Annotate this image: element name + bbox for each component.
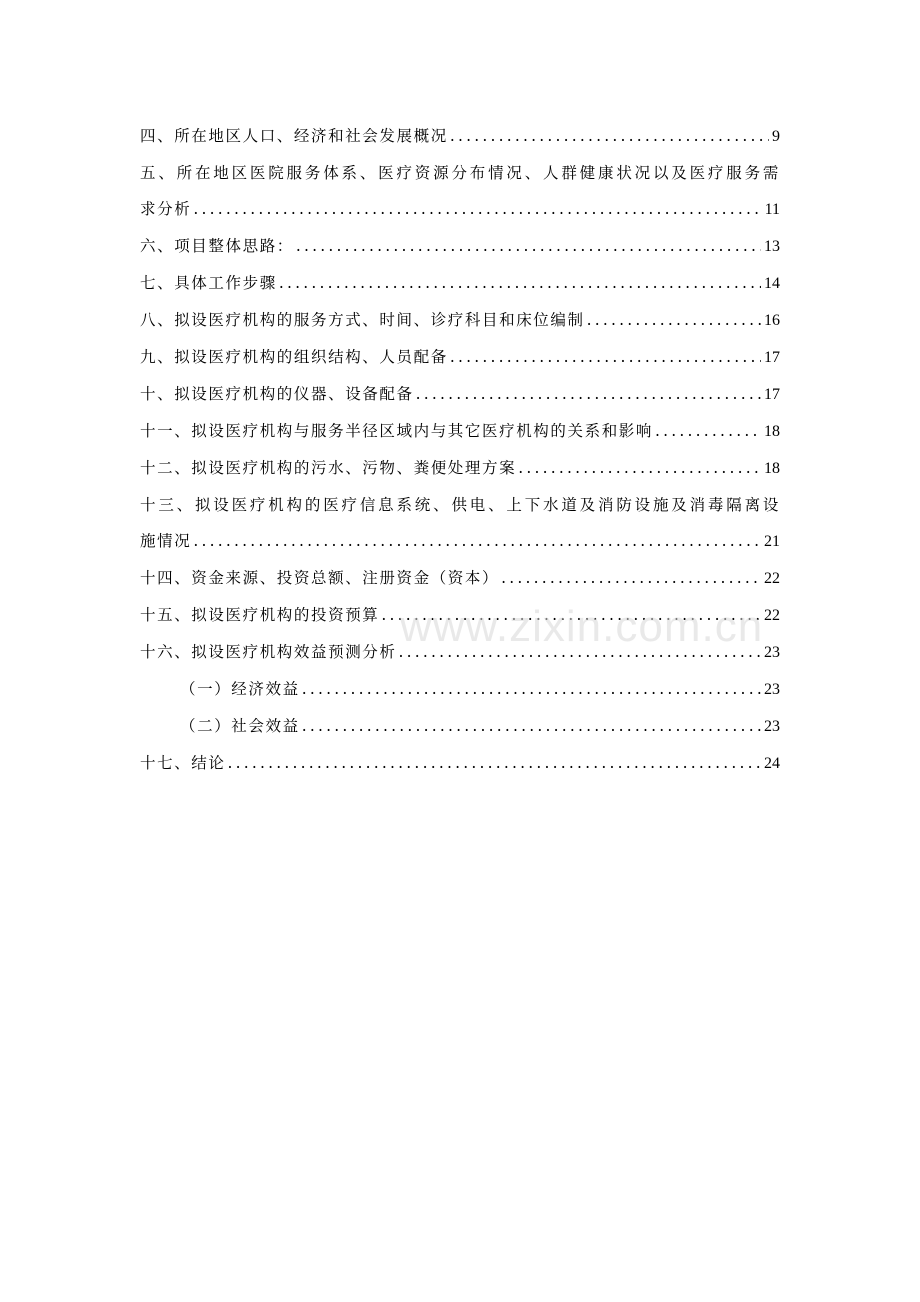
dot-leader: [279, 265, 761, 301]
toc-page-number: 23: [764, 644, 780, 661]
toc-entry-title-line1: 十三、拟设医疗机构的医疗信息系统、供电、上下水道及消防设施及消毒隔离设: [140, 496, 780, 514]
toc-entry-8[interactable]: [140, 302, 780, 339]
toc-entry-10[interactable]: [140, 376, 780, 413]
toc-entry-16[interactable]: [140, 634, 780, 671]
toc-entry-9[interactable]: [140, 339, 780, 376]
toc-entry-14[interactable]: [140, 560, 780, 597]
toc-entry-title: 七、具体工作步骤: [140, 274, 277, 292]
toc-entry-title: 十五、拟设医疗机构的投资预算: [140, 606, 380, 624]
toc-page-number: 23: [764, 718, 780, 735]
toc-entry-15[interactable]: [140, 597, 780, 634]
toc-entry-7[interactable]: [140, 265, 780, 302]
dot-leader: [296, 228, 761, 264]
dot-leader: [450, 339, 761, 375]
toc-entry-5[interactable]: [140, 155, 780, 228]
toc-page-number: 21: [764, 533, 780, 550]
toc-page-number: 16: [764, 312, 780, 329]
toc-entry-title: 十一、拟设医疗机构与服务半径区域内与其它医疗机构的关系和影响: [140, 422, 654, 440]
dot-leader: [501, 560, 761, 596]
toc-entry-4[interactable]: [140, 118, 780, 155]
dot-leader: [193, 523, 761, 559]
toc-entry-title: 十六、拟设医疗机构效益预测分析: [140, 643, 397, 661]
dot-leader: [381, 597, 761, 633]
toc-page-number: 17: [764, 349, 780, 366]
dot-leader: [587, 302, 761, 338]
toc-entry-title: （一）经济效益: [180, 680, 300, 698]
toc-entry-title: 六、项目整体思路：: [140, 237, 294, 255]
toc-page-number: 18: [764, 423, 780, 440]
toc-entry-title: （二）社会效益: [180, 717, 300, 735]
toc-page-number: 11: [764, 201, 780, 218]
dot-leader: [450, 118, 769, 154]
dot-leader: [302, 708, 761, 744]
toc-entry-13[interactable]: [140, 487, 780, 560]
dot-leader: [302, 671, 761, 707]
toc-subentry-social[interactable]: [140, 708, 780, 745]
toc-entry-title: 八、拟设医疗机构的服务方式、时间、诊疗科目和床位编制: [140, 311, 585, 329]
toc-entry-11[interactable]: [140, 413, 780, 450]
toc-page-number: 22: [764, 607, 780, 624]
toc-entry-title-line1: 五、所在地区医院服务体系、医疗资源分布情况、人群健康状况以及医疗服务需: [140, 164, 780, 182]
watermark: www.zixin.com.cn: [400, 602, 764, 651]
toc-entry-6[interactable]: [140, 228, 780, 265]
toc-page-number: 22: [764, 570, 780, 587]
dot-leader: [193, 191, 761, 227]
toc-page-number: 17: [764, 386, 780, 403]
toc-page-number: 18: [764, 460, 780, 477]
dot-leader: [518, 450, 761, 486]
toc-entry-title: 施情况: [140, 532, 192, 550]
toc-entry-title: 四、所在地区人口、经济和社会发展概况: [140, 127, 448, 145]
toc-entry-title: 求分析: [140, 200, 192, 218]
toc-entry-title: 九、拟设医疗机构的组织结构、人员配备: [140, 348, 448, 366]
toc-entry-title: 十、拟设医疗机构的仪器、设备配备: [140, 385, 414, 403]
toc-page-number: 14: [764, 275, 780, 292]
toc-page-number: 13: [764, 238, 780, 255]
toc-entry-title: 十七、结论: [140, 754, 226, 772]
toc-page-number: 9: [772, 128, 780, 145]
toc-entry-17[interactable]: [140, 745, 780, 782]
toc-entry-title: 十二、拟设医疗机构的污水、污物、粪便处理方案: [140, 459, 517, 477]
dot-leader: [655, 413, 761, 449]
toc-entry-title: 十四、资金来源、投资总额、注册资金（资本）: [140, 569, 500, 587]
toc-page-number: 24: [764, 755, 780, 772]
toc-page-number: 23: [764, 681, 780, 698]
table-of-contents: [140, 118, 780, 782]
toc-entry-12[interactable]: [140, 450, 780, 487]
toc-subentry-economic[interactable]: [140, 671, 780, 708]
dot-leader: [416, 376, 761, 412]
dot-leader: [399, 634, 761, 670]
dot-leader: [228, 745, 761, 781]
